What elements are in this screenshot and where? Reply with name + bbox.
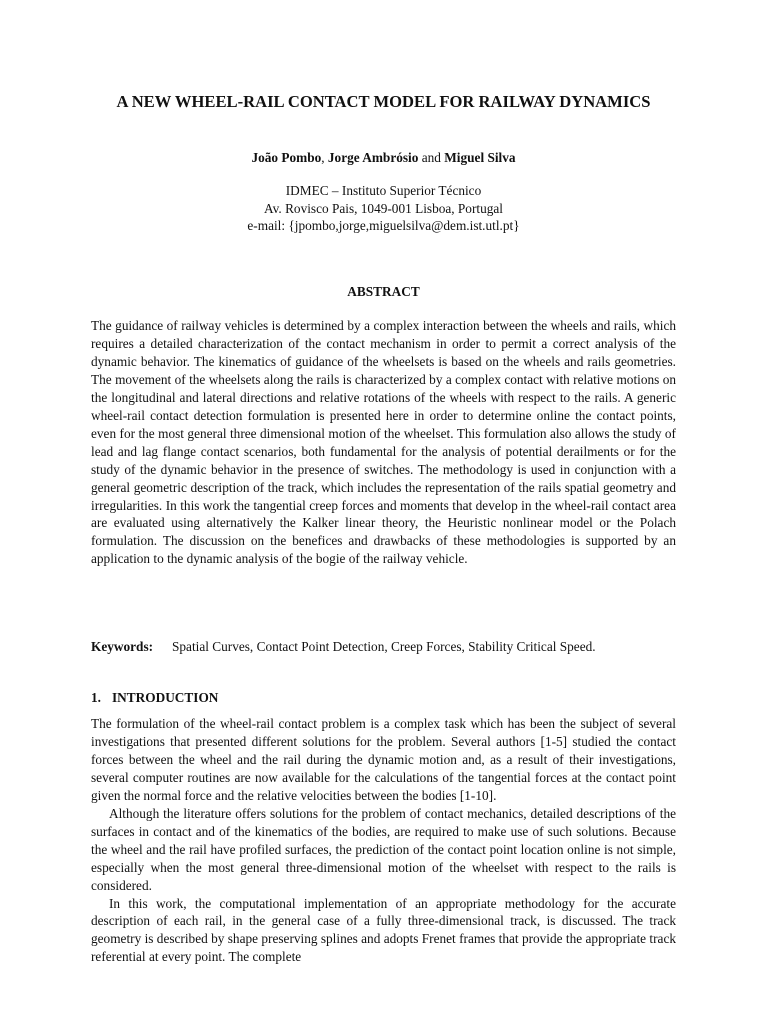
keywords-label: Keywords: (91, 639, 154, 654)
section-title: INTRODUCTION (112, 690, 219, 705)
keywords-text: Spatial Curves, Contact Point Detection, Creep Forces, Stability Critical Speed. (172, 639, 596, 654)
keywords-block (91, 638, 676, 656)
affiliation-institute: IDMEC – Instituto Superior Técnico (285, 183, 482, 198)
paper-page (91, 0, 676, 1024)
author-2: Jorge Ambrósio (327, 150, 419, 165)
paper-title: A NEW WHEEL-RAIL CONTACT MODEL FOR RAILWAY DYNAMICS (116, 92, 651, 111)
paragraph: In this work, the computational implementation of an appropriate methodology for the accurate description of each rail, in the general case of a fully three-dimensional track, is discussed. The track geometry is described by shape preserving splines and adopts Frenet frames that provide the appropriate track referential at every point. The complete (91, 895, 676, 965)
author-separator: , (321, 150, 328, 165)
author-separator: and (418, 150, 445, 165)
section-heading-introduction (91, 689, 676, 707)
introduction-body (91, 715, 676, 966)
affiliation-email: e-mail: {jpombo,jorge,miguelsilva@dem.ist.utl.pt} (247, 218, 520, 233)
author-1: João Pombo (251, 150, 322, 165)
affiliation-address: Av. Rovisco Pais, 1049-001 Lisboa, Portugal (264, 200, 503, 216)
author-3: Miguel Silva (444, 150, 516, 165)
section-number: 1. (91, 690, 101, 705)
paragraph: Although the literature offers solutions for the problem of contact mechanics, detailed descriptions of the surfaces in contact and of the kinematics of the bodies, are required to make use of such solutions. Because the wheel and the rail have profiled surfaces, the prediction of the contact point location online is not simple, especially when the most general three-dimensional motion of the wheelset with respect to the rails is considered. (91, 805, 676, 893)
abstract-heading: ABSTRACT (347, 284, 420, 299)
affiliation-block (91, 182, 676, 235)
paragraph: The formulation of the wheel-rail contact problem is a complex task which has been the subject of several investigations that presented different solutions for the problem. Several authors [1-5] studied the contact forces between the wheel and the rail during the dynamic motion and, as a result of their investigations, several computer routines are now available for the calculations of the tangential forces at the contact point given the normal force and the relative velocities between the bodies [1-10]. (91, 716, 676, 803)
author-list (91, 149, 676, 167)
abstract-text: The guidance of railway vehicles is determined by a complex interaction between the wheels and rails, which requires a detailed characterization of the contact mechanism in order to permit a correct analysis of the dynamic behavior. The kinematics of guidance of the wheelsets is based on the wheels and rails geometries. The movement of the wheelsets along the rails is characterized by a complex contact with relative motions on the longitudinal and lateral directions and relative rotations of the wheels with respect to the rails. A generic wheel-rail contact detection formulation is presented here in order to determine online the contact points, even for the most general three dimensional motion of the wheelset. This formulation also allows the study of lead and lag flange contact scenarios, both fundamental for the analysis of potential derailments or for the study of the dynamic behavior in the presence of switches. The methodology is used in conjunction with a general geometric description of the track, which includes the representation of the rails spatial geometry and irregularities. In this work the tangential creep forces and moments that develop in the wheel-rail contact area are evaluated using alternatively the Kalker linear theory, the Heuristic nonlinear model or the Polach formulation. The discussion on the benefices and drawbacks of these methodologies is supported by an application to the dynamic analysis of the bogie of the railway vehicle. (91, 318, 676, 567)
